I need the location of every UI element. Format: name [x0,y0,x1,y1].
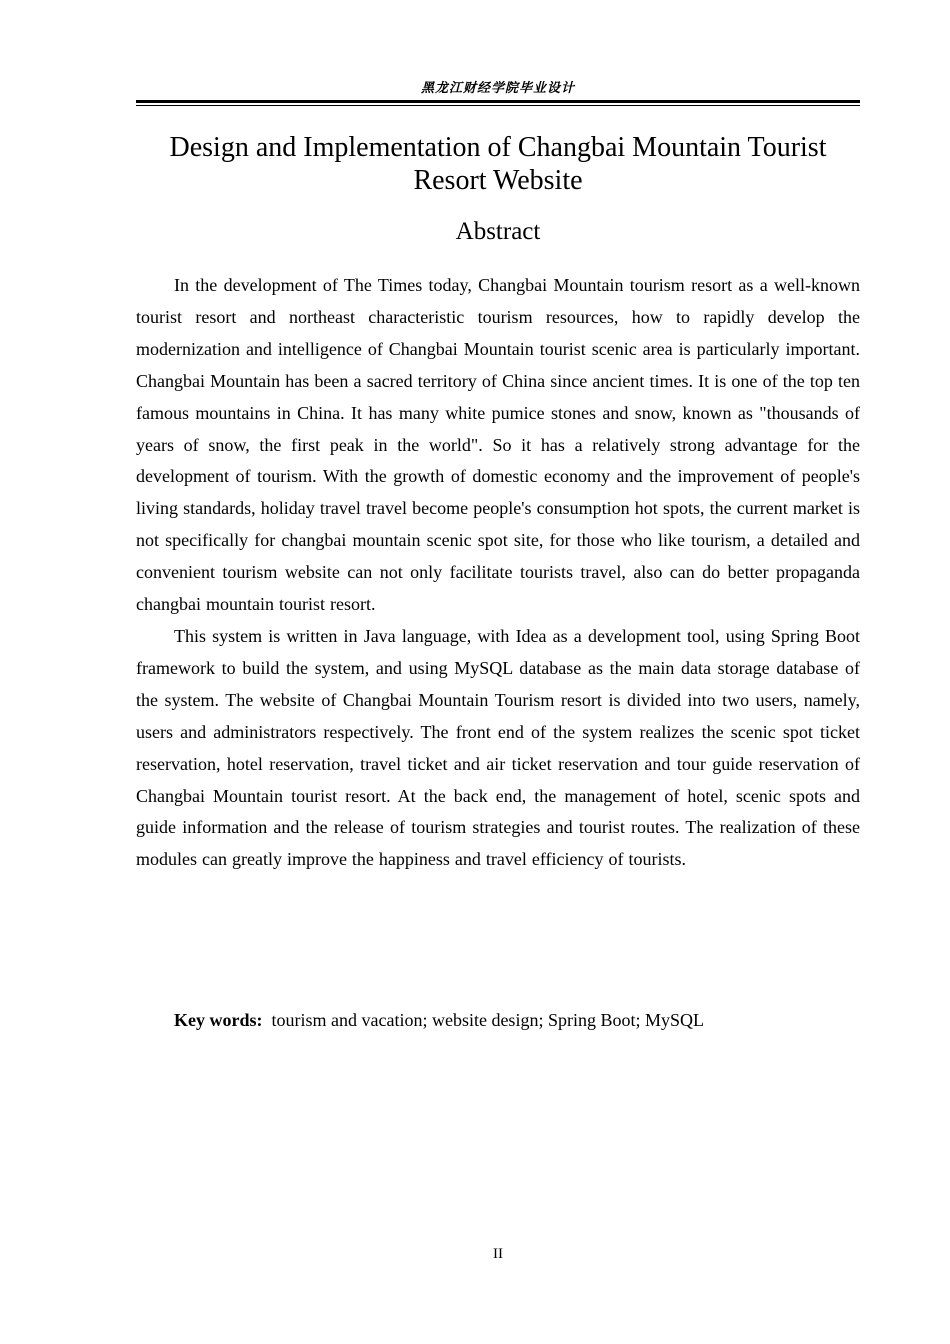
running-header: 黑龙江财经学院毕业设计 [420,81,575,96]
abstract-heading: Abstract [455,218,541,245]
header-rule-thick [136,100,860,103]
header-rule-thin [136,105,860,106]
abstract-paragraph-1: In the development of The Times today, Changbai Mountain tourism resort as a well-known tourist resort and northeast characteristic tourism resources, how to rapidly develop the modernization and intelligence of Changbai Mountain tourist scenic area is particularly important. Changbai Mountain has been a sacred territory of China since ancient times. It is one of the top ten famous mountains in China. It has many white pumice stones and snow, known as "thousands of years of snow, the first peak in the world". So it has a relatively strong advantage for the development of tourism. With the growth of domestic economy and the improvement of people's living standards, holiday travel travel become people's consumption hot spots, the current market is not specifically for changbai mountain scenic spot site, for those who like tourism, a detailed and convenient tourism website can not only facilitate tourists travel, also can do better propaganda changbai mountain tourist resort. [136,275,860,615]
abstract-paragraph-2: This system is written in Java language, with Idea as a development tool, using Spring Boot framework to build the system, and using MySQL database as the main data storage database of the system. The website of Changbai Mountain Tourism resort is divided into two users, namely, users and administrators respectively. The front end of the system realizes the scenic spot ticket reservation, hotel reservation, travel ticket and air ticket reservation and tour guide reservation of Changbai Mountain tourist resort. At the back end, the management of hotel, scenic spots and guide information and the release of tourism strategies and tourist routes. The realization of these modules can greatly improve the happiness and travel efficiency of tourists. [136,625,860,870]
page-number: II [493,1246,503,1262]
keywords-label: Key words: [174,1010,263,1030]
abstract-body [136,270,860,876]
keywords-line [136,1005,860,1035]
keywords-text: tourism and vacation; website design; Spring Boot; MySQL [271,1010,704,1030]
document-title: Design and Implementation of Changbai Mountain Tourist Resort Website [169,132,827,196]
